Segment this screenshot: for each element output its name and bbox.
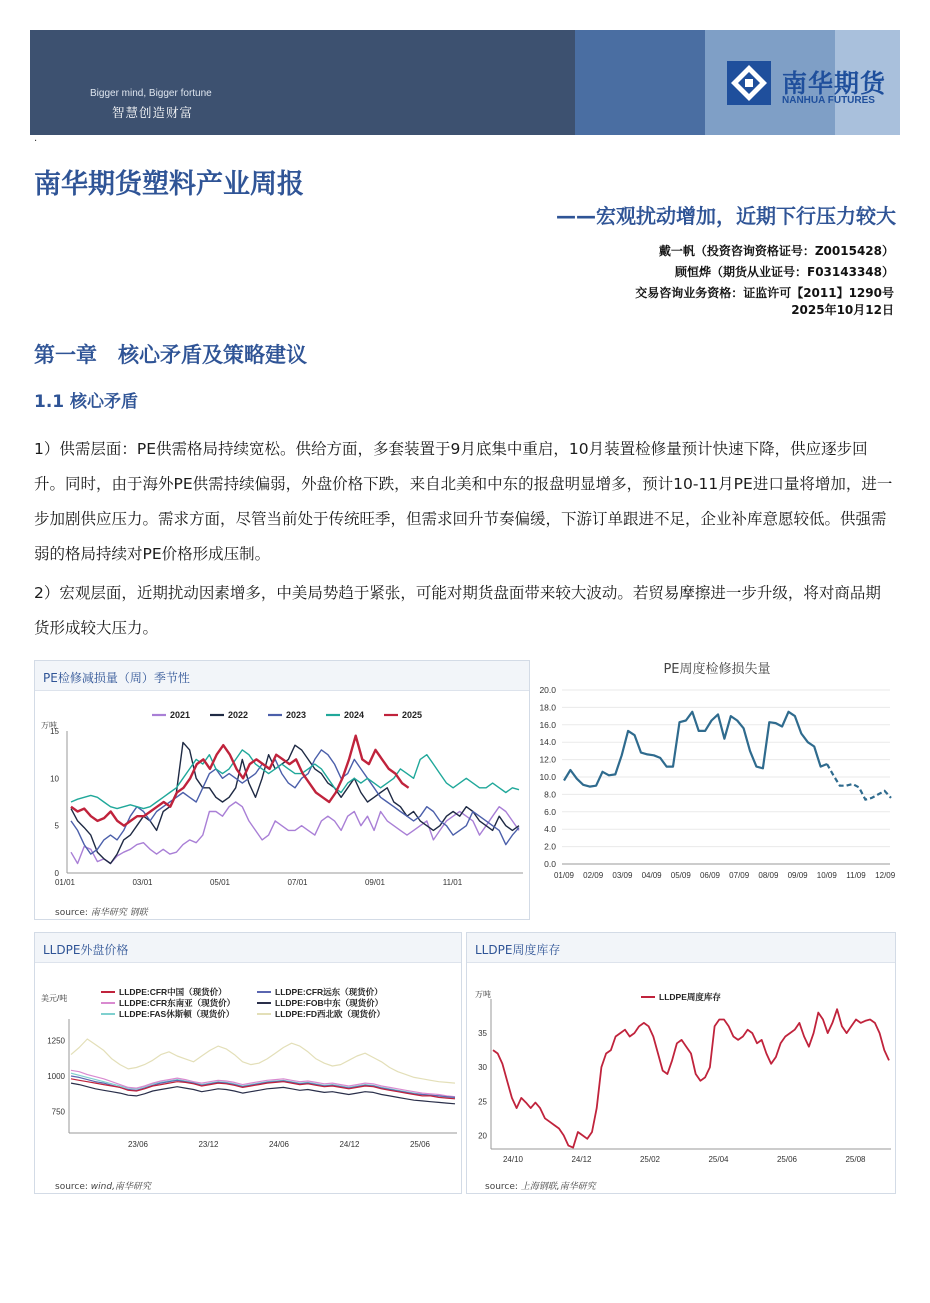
x-tick-label: 08/09 — [758, 871, 779, 880]
x-tick-label: 05/01 — [209, 878, 231, 887]
x-tick-label: 24/06 — [268, 1140, 290, 1149]
chart-panel-lldpe-inventory — [466, 932, 896, 1194]
report-date: 2025年10月12日 — [791, 303, 894, 317]
y-tick-label: 10.0 — [539, 772, 556, 782]
banner-block — [575, 30, 705, 135]
series-line — [71, 750, 519, 854]
legend-label: LLDPE:FD西北欧（现货价） — [275, 1009, 386, 1019]
x-tick-label: 06/09 — [699, 871, 721, 880]
chart-pe-weekly-maintenance-loss — [534, 680, 900, 890]
x-tick-label: 09/09 — [787, 871, 808, 880]
x-tick-label: 03/01 — [132, 878, 153, 887]
chart-lldpe-external-price — [35, 985, 463, 1185]
x-tick-label: 25/02 — [639, 1155, 661, 1164]
legend-label: LLDPE:CFR东南亚（现货价） — [119, 998, 236, 1008]
x-tick-label: 04/09 — [641, 871, 662, 880]
y-tick-label: 25 — [478, 1097, 487, 1107]
y-tick-label: 15 — [50, 727, 59, 736]
x-tick-label: 12/09 — [875, 871, 896, 880]
y-unit-label: 美元/吨 — [41, 994, 68, 1003]
x-tick-label: 03/09 — [612, 871, 633, 880]
logo-text-en: NANHUA FUTURES — [782, 95, 875, 106]
y-tick-label: 5 — [54, 821, 59, 831]
series-line — [564, 712, 827, 787]
x-tick-label: 07/01 — [287, 878, 308, 887]
chapter-heading: 第一章 核心矛盾及策略建议 — [34, 343, 307, 367]
legend-label: LLDPE:CFR中国（现货价） — [119, 987, 227, 997]
header-banner — [30, 30, 900, 135]
series-line — [493, 1009, 889, 1147]
nanhua-logo-icon — [727, 61, 771, 105]
y-tick-label: 18.0 — [539, 702, 556, 713]
series-line — [71, 1039, 455, 1083]
x-tick-label: 11/01 — [442, 878, 463, 887]
y-tick-label: 2.0 — [544, 841, 556, 852]
y-tick-label: 35 — [478, 1029, 487, 1039]
chart-title: PE检修减损量（周）季节性 — [43, 671, 190, 685]
y-tick-label: 12.0 — [539, 754, 556, 765]
stray-mark: · — [34, 136, 38, 147]
x-tick-label: 23/06 — [127, 1140, 149, 1149]
x-tick-label: 05/09 — [670, 871, 691, 880]
legend-label: 2024 — [344, 710, 365, 720]
chart-source: source: 南华研究 钢联 — [55, 908, 148, 918]
x-tick-label: 02/09 — [583, 871, 604, 880]
legend-label: 2023 — [286, 710, 307, 720]
y-tick-label: 14.0 — [539, 737, 556, 748]
x-tick-label: 10/09 — [816, 871, 837, 880]
chart-panel-pe-maintenance — [34, 660, 530, 920]
x-tick-label: 24/12 — [339, 1140, 360, 1149]
report-subtitle: ——宏观扰动增加，近期下行压力较大 — [556, 204, 896, 228]
chart-title: LLDPE周度库存 — [475, 943, 561, 957]
chart-pe-maintenance-seasonal — [35, 709, 531, 909]
y-tick-label: 0.0 — [544, 859, 556, 869]
x-tick-label: 24/10 — [502, 1155, 524, 1164]
chart-lldpe-weekly-inventory — [467, 985, 897, 1185]
chart-source: source: wind,南华研究 — [55, 1182, 151, 1192]
y-tick-label: 30 — [478, 1063, 487, 1073]
series-line — [71, 750, 519, 809]
y-tick-label: 1000 — [47, 1072, 65, 1081]
series-line — [71, 1076, 455, 1097]
legend-label: 2022 — [228, 710, 249, 720]
x-tick-label: 09/01 — [364, 878, 386, 887]
license-line: 交易咨询业务资格：证监许可【2011】1290号 — [635, 286, 894, 300]
legend-label: LLDPE:FOB中东（现货价） — [275, 998, 384, 1008]
report-title: 南华期货塑料产业周报 — [34, 169, 304, 200]
y-tick-label: 10 — [50, 774, 59, 784]
logo-text-cn: 南华期货 — [782, 69, 887, 98]
x-tick-label: 23/12 — [198, 1140, 219, 1149]
series-line — [71, 1073, 455, 1098]
x-tick-label: 07/09 — [729, 871, 750, 880]
y-unit-label: 万吨 — [475, 990, 491, 999]
slogan-en: Bigger mind, Bigger fortune — [90, 88, 212, 99]
author-line: 戴一帆（投资咨询资格证号：Z0015428） — [658, 244, 894, 258]
x-tick-label: 01/09 — [553, 871, 575, 880]
slogan-cn: 智慧创造财富 — [112, 105, 194, 120]
series-line — [71, 1083, 455, 1104]
paragraph: 2）宏观层面，近期扰动因素增多，中美局势趋于紧张，可能对期货盘面带来较大波动。若贸易摩擦进一步升级，将对商品期货形成较大压力。 — [34, 584, 881, 637]
y-tick-label: 0 — [54, 869, 59, 878]
x-tick-label: 01/01 — [54, 878, 76, 887]
chart-source: source: 上海钢联,南华研究 — [485, 1182, 596, 1192]
chart-title: PE周度检修损失量 — [663, 662, 771, 677]
legend-label: LLDPE:CFR远东（现货价） — [275, 987, 383, 997]
y-tick-label: 8.0 — [544, 789, 556, 800]
x-tick-label: 25/04 — [708, 1155, 729, 1164]
section-heading: 1.1 核心矛盾 — [34, 392, 139, 412]
chart-panel-pe-weekly-loss — [534, 656, 900, 886]
y-tick-label: 16.0 — [539, 719, 556, 730]
y-tick-label: 750 — [51, 1107, 65, 1117]
paragraph: 1）供需层面：PE供需格局持续宽松。供给方面，多套装置于9月底集中重启，10月装置检修量预计快速下降，供应逐步回升。同时，由于海外PE供需持续偏弱，外盘价格下跌，来自北美和中东的报盘明显增多，预计10-11月PE进口量将增加，进一步加剧供应压力。需求方面，尽管当前处于传统旺季，但需求回升节奏偏缓，下游订单跟进不足，企业补库意愿较低。供强需弱的格局持续对PE价格形成压制。 — [34, 440, 893, 563]
legend-label: 2025 — [402, 710, 423, 720]
x-tick-label: 11/09 — [846, 871, 866, 880]
legend-label: LLDPE周度库存 — [659, 992, 721, 1002]
x-tick-label: 25/06 — [776, 1155, 798, 1164]
legend-label: LLDPE:FAS休斯顿（现货价） — [119, 1009, 235, 1019]
y-tick-label: 4.0 — [544, 824, 556, 835]
y-tick-label: 20 — [478, 1131, 487, 1141]
chart-title: LLDPE外盘价格 — [43, 943, 129, 957]
x-tick-label: 24/12 — [571, 1155, 592, 1164]
x-tick-label: 25/08 — [845, 1155, 866, 1164]
author-line: 顾恒烨（期货从业证号：F03143348） — [675, 265, 894, 279]
y-tick-label: 20.0 — [539, 685, 556, 695]
chart-panel-lldpe-price — [34, 932, 462, 1194]
y-unit-label: 万吨 — [41, 721, 57, 730]
legend-label: 2021 — [170, 710, 191, 720]
y-tick-label: 1250 — [47, 1036, 65, 1046]
x-tick-label: 25/06 — [409, 1140, 431, 1149]
y-tick-label: 6.0 — [544, 806, 556, 817]
